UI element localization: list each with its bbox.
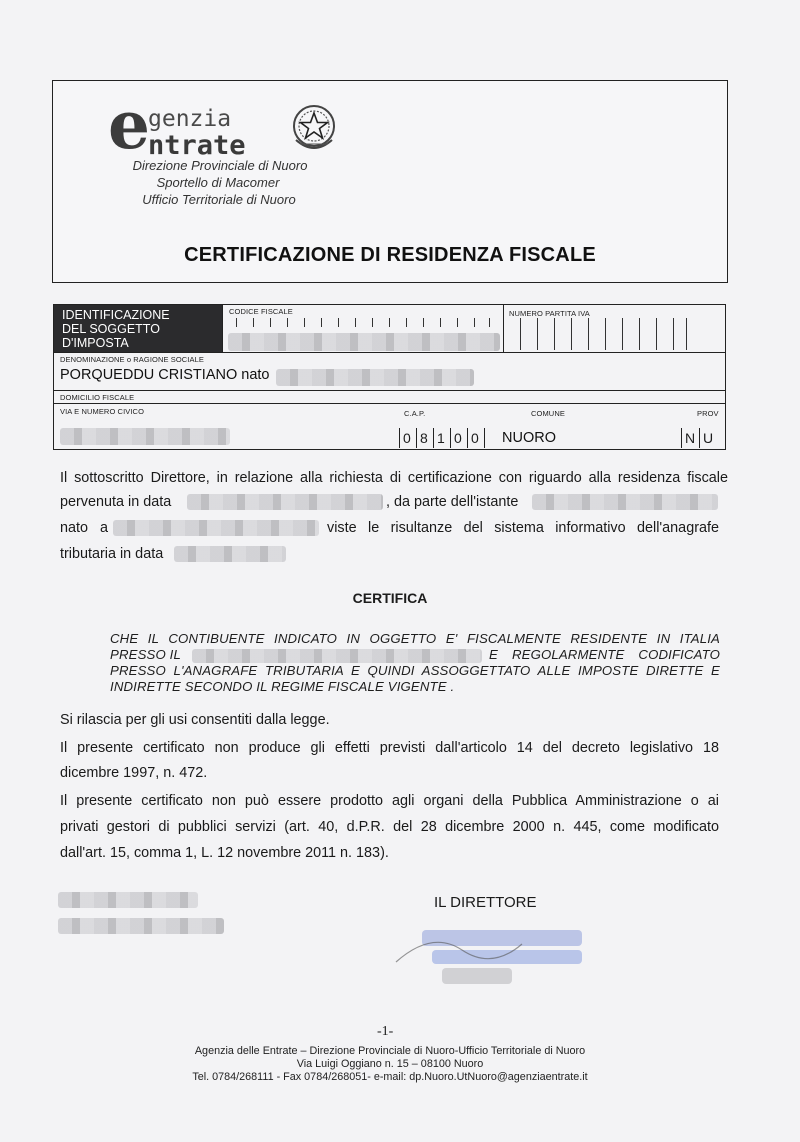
- redacted-place-date: [58, 892, 198, 908]
- certification-line-2b: E REGOLARMENTE CODIFICATO: [489, 647, 720, 662]
- logo-entrate: ntrate: [148, 130, 246, 161]
- table-rule: [503, 305, 504, 352]
- cap-label: C.A.P.: [404, 409, 426, 418]
- certification-line-2a: PRESSO IL: [110, 647, 181, 662]
- certification-line-1: CHE IL CONTIBUENTE INDICATO IN OGGETTO E' FISCALMENTE RESIDENTE IN ITALIA: [110, 631, 720, 646]
- paragraph-1-received: pervenuta in data: [60, 494, 172, 510]
- director-signature-icon: [392, 920, 592, 990]
- paragraph-3-line-1: Il presente certificato non produce gli effetti previsti dall'articolo 14 del decreto legislativo 18: [60, 740, 719, 756]
- paragraph-1-line-4: tributaria in data: [60, 546, 164, 562]
- table-rule: [222, 305, 223, 352]
- footer-line-2: Via Luigi Oggiano n. 15 – 08100 Nuoro: [296, 1058, 484, 1070]
- partita-iva-label: NUMERO PARTITA IVA: [509, 309, 590, 318]
- certification-line-4: INDIRETTE SECONDO IL REGIME FISCALE VIGENTE .: [110, 679, 455, 694]
- director-title: IL DIRETTORE: [434, 894, 537, 911]
- paragraph-1-line-1: Il sottoscritto Direttore, in relazione alla richiesta di certificazione con riguardo alla residenza fiscale: [60, 470, 728, 486]
- italian-emblem-icon: [290, 100, 338, 156]
- paragraph-4-line-2: privati gestori di pubblici servizi (art. 40, d.P.R. del 28 dicembre 2000 n. 445, come modificato: [60, 819, 719, 835]
- paragraph-1-line-3: viste le risultanze del sistema informativo dell'anagrafe: [327, 520, 719, 536]
- redacted-birthplace: [113, 520, 319, 536]
- redacted-codice-fiscale: [228, 333, 500, 351]
- office-line-1: Direzione Provinciale di Nuoro: [132, 158, 308, 173]
- footer-line-1: Agenzia delle Entrate – Direzione Provinciale di Nuoro-Ufficio Territoriale di Nuoro: [194, 1045, 586, 1057]
- certification-line-3: PRESSO L'ANAGRAFE TRIBUTARIA E QUINDI ASSOGGETTATO ALLE IMPOSTE DIRETTE E: [110, 663, 720, 678]
- id-section-header: IDENTIFICAZIONE DEL SOGGETTO D'IMPOSTA: [54, 305, 222, 352]
- certifica-heading: CERTIFICA: [352, 590, 428, 606]
- table-rule: [53, 390, 726, 391]
- table-rule: [53, 352, 726, 353]
- paragraph-4-line-1: Il presente certificato non può essere prodotto agli organi della Pubblica Amministrazione o ai: [60, 793, 719, 809]
- comune-value: NUORO: [502, 430, 556, 446]
- logo-e-letter: e: [108, 86, 150, 164]
- paragraph-1-applicant: , da parte dell'istante: [386, 494, 519, 510]
- redacted-protocol: [58, 918, 224, 934]
- paragraph-4-line-3: dall'art. 15, comma 1, L. 12 novembre 2011 n. 183).: [60, 845, 389, 861]
- redacted-birth-info: [276, 369, 474, 386]
- via-label: VIA E NUMERO CIVICO: [60, 407, 144, 416]
- redacted-date-2: [174, 546, 286, 562]
- codice-fiscale-label: CODICE FISCALE: [229, 307, 293, 316]
- office-line-2: Sportello di Macomer: [156, 175, 280, 190]
- redacted-applicant: [532, 494, 718, 510]
- paragraph-3-line-2: dicembre 1997, n. 472.: [60, 765, 208, 781]
- paragraph-1-born: nato a: [60, 520, 108, 536]
- office-line-3: Ufficio Territoriale di Nuoro: [142, 192, 296, 207]
- denominazione-label: DENOMINAZIONE o RAGIONE SOCIALE: [60, 355, 204, 364]
- table-rule: [53, 403, 726, 404]
- redacted-address: [60, 428, 230, 445]
- domicilio-label: DOMICILIO FISCALE: [60, 393, 135, 402]
- paragraph-2: Si rilascia per gli usi consentiti dalla legge.: [60, 712, 330, 728]
- footer-line-3: Tel. 0784/268111 - Fax 0784/268051- e-mail: dp.Nuoro.UtNuoro@agenziaentrate.it: [192, 1071, 588, 1083]
- denominazione-value: PORQUEDDU CRISTIANO nato: [60, 367, 270, 383]
- redacted-date: [187, 494, 383, 510]
- comune-label: COMUNE: [531, 409, 565, 418]
- logo-agenzia: genzia: [148, 106, 232, 132]
- prov-label: PROV: [697, 409, 719, 418]
- document-title: CERTIFICAZIONE DI RESIDENZA FISCALE: [184, 244, 596, 266]
- redacted-comune: [192, 649, 482, 663]
- page-number: -1-: [377, 1024, 394, 1039]
